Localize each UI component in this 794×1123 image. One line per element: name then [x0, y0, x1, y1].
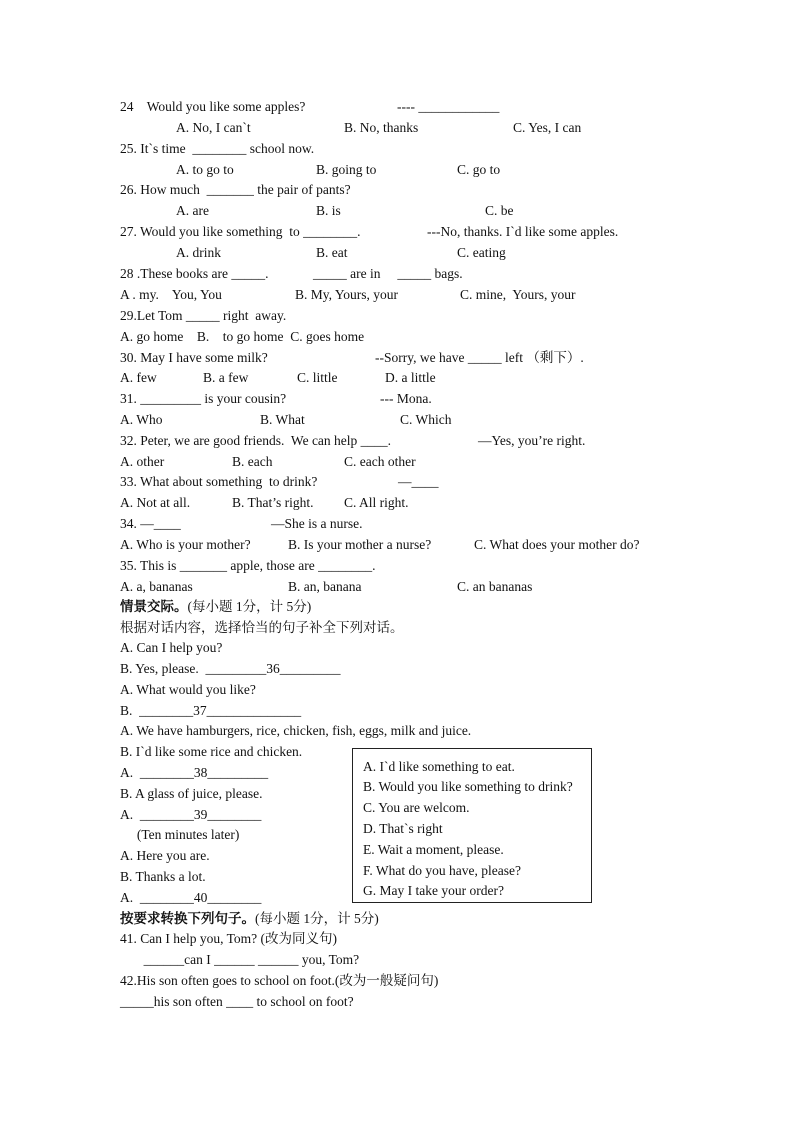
answer-blank: —____ [398, 474, 439, 489]
option: C. go to [457, 162, 501, 177]
dialogue-line: B. Thanks a lot. [120, 869, 206, 884]
question-stem: 31. _________ is your cousin? [120, 391, 287, 406]
option: C. Which [400, 412, 452, 427]
section-heading [120, 599, 311, 615]
option: A. a, bananas [120, 579, 193, 594]
option: D. a little [385, 370, 436, 385]
option: A. Who [120, 412, 163, 427]
answer-blank: _____ are in _____ bags. [313, 266, 463, 281]
option: A. go home B. to go home C. goes home [120, 329, 365, 344]
dialogue-line: B. A glass of juice, please. [120, 786, 263, 801]
dialogue-line: A. We have hamburgers, rice, chicken, fish, eggs, milk and juice. [120, 723, 472, 738]
rewrite-item: ______can I ______ ______ you, Tom? [120, 952, 360, 967]
option: B. Is your mother a nurse? [288, 537, 432, 552]
dialogue-line: A. Can I help you? [120, 640, 223, 655]
dialogue-line: A. ________38_________ [120, 765, 269, 780]
choice-item: A. I`d like something to eat. [363, 759, 515, 774]
section-instruction: 根据对话内容，选择恰当的句子补全下列对话。 [120, 620, 404, 635]
dialogue-line: A. ________40________ [120, 890, 262, 905]
question-stem: 32. Peter, we are good friends. We can help ____. [120, 433, 392, 448]
dialogue-line: B. Yes, please. _________36_________ [120, 661, 341, 676]
answer-response: --Sorry, we have _____ left （剩下）. [375, 350, 584, 365]
option: A. are [176, 203, 209, 218]
option: C. eating [457, 245, 506, 260]
option: A. to go to [176, 162, 234, 177]
question-stem: 35. This is _______ apple, those are ________. [120, 558, 376, 573]
option: B. eat [316, 245, 348, 260]
question-stem: 33. What about something to drink? [120, 474, 318, 489]
option: C. an bananas [457, 579, 533, 594]
answer-response: --- Mona. [380, 391, 432, 406]
question-stem: 30. May I have some milk? [120, 350, 268, 365]
option: B. an, banana [288, 579, 362, 594]
option: C. mine, Yours, your [460, 287, 576, 302]
dialogue-line: B. I`d like some rice and chicken. [120, 744, 303, 759]
choice-item: D. That`s right [363, 821, 443, 836]
dialogue-line: A. Here you are. [120, 848, 210, 863]
option: A. Not at all. [120, 495, 191, 510]
dialogue-line: B. ________37______________ [120, 703, 302, 718]
choice-item: C. You are welcom. [363, 800, 470, 815]
dialogue-line: A. What would you like? [120, 682, 256, 697]
rewrite-item: 41. Can I help you, Tom? (改为同义句) [120, 931, 338, 946]
answer-response: —Yes, you’re right. [478, 433, 586, 448]
question-stem: 25. It`s time ________ school now. [120, 141, 315, 156]
option: B. a few [203, 370, 249, 385]
choices-box [352, 748, 592, 903]
option: A. few [120, 370, 157, 385]
section-title: 按要求转换下列句子。 [120, 911, 255, 926]
option: A. No, I can`t [176, 120, 251, 135]
option: B. That’s right. [232, 495, 314, 510]
rewrite-item: 42.His son often goes to school on foot.(改为一般疑问句) [120, 973, 439, 988]
choice-item: G. May I take your order? [363, 883, 504, 898]
option: A. Who is your mother? [120, 537, 251, 552]
dialogue-line: A. ________39________ [120, 807, 262, 822]
option: C. All right. [344, 495, 409, 510]
option: A . my. You, You [120, 287, 222, 302]
question-stem: 29.Let Tom _____ right away. [120, 308, 287, 323]
option: C. each other [344, 454, 416, 469]
option: B. What [260, 412, 305, 427]
option: C. little [297, 370, 338, 385]
section-title: 情景交际。 [120, 599, 188, 614]
choice-item: B. Would you like something to drink? [363, 779, 573, 794]
option: C. be [485, 203, 514, 218]
question-stem: 34. —____ [120, 516, 181, 531]
option: A. drink [176, 245, 221, 260]
option: B. My, Yours, your [295, 287, 399, 302]
choice-item: F. What do you have, please? [363, 863, 521, 878]
section-score: (每小题 1分，计 5分) [187, 599, 312, 614]
question-stem: 27. Would you like something to ________. [120, 224, 361, 239]
question-stem: 28 .These books are _____. [120, 266, 269, 281]
question-stem: 26. How much _______ the pair of pants? [120, 182, 351, 197]
answer-blank: ---- ____________ [397, 99, 500, 114]
answer-response: ---No, thanks. I`d like some apples. [427, 224, 619, 239]
choice-item: E. Wait a moment, please. [363, 842, 504, 857]
option: B. No, thanks [344, 120, 419, 135]
option: A. other [120, 454, 165, 469]
option: C. Yes, I can [513, 120, 582, 135]
dialogue-line: (Ten minutes later) [120, 827, 240, 842]
question-stem: 24 Would you like some apples? [120, 99, 306, 114]
option: B. is [316, 203, 341, 218]
rewrite-item: _____his son often ____ to school on foot? [120, 994, 354, 1009]
section-score: (每小题 1分，计 5分) [255, 911, 379, 926]
option: C. What does your mother do? [474, 537, 640, 552]
answer-response: —She is a nurse. [271, 516, 363, 531]
option: B. going to [316, 162, 377, 177]
option: B. each [232, 454, 273, 469]
section-heading [120, 911, 379, 927]
